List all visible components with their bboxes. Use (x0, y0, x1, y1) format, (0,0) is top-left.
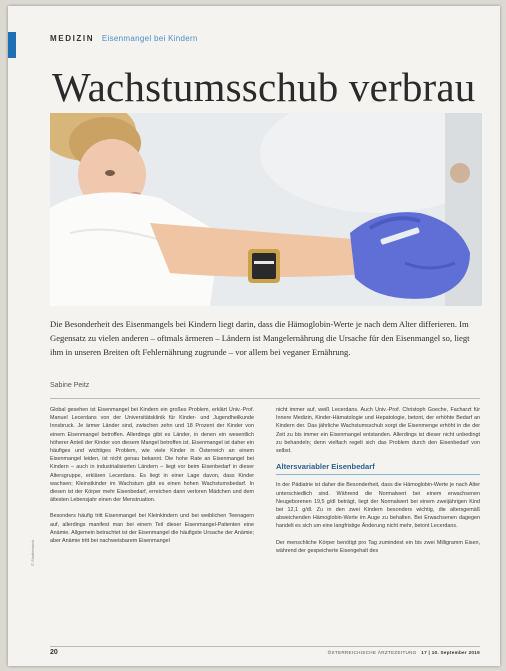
divider (50, 398, 480, 399)
section-header (50, 34, 198, 43)
paragraph: nicht immer auf, weiß Lecerdans. Auch Univ.-Prof. Christoph Goeche, Facharzt für Innere Medizin, Kinder-Hämatologie und Hepatologie, betont, der erhöhte Bedarf an Kindern der. Das jährliche Wachstumsschub sorgt die Eisenmenge erhöht in die der Zeit zu bis immer ein Eisenmangel entstanden. Allerdings ist dieser nicht unbedingt zu behandeln; denn vielfach regelt sich das Problem durch den Eisenbedarf von selbst. (276, 407, 480, 455)
issue-info: 17 | 10. September 2019 (421, 650, 480, 655)
journal-name: ÖSTERREICHISCHE ÄRZTEZEITUNG (327, 650, 417, 655)
paragraph: Der menschliche Körper benötigt pro Tag zumindest ein bis zwei Milligramm Eisen, während der gespeicherte Eisengehalt des (276, 539, 480, 554)
article-lead: Die Besonderheit des Eisenmangels bei Kindern liegt darin, dass die Hämoglobin-Werte je nach dem Alter differieren. Im Gegensatz zu vielen anderen – oftmals ärmeren – Ländern ist Mangelernährung die Ursache für den Eisenmangel so, liegt ihm in unseren Breiten oft Fehlernährung zugrunde – vor allem bei veganer Ernährung. (50, 319, 470, 357)
topic-label: Eisenmangel bei Kindern (101, 34, 198, 43)
footer-divider (50, 646, 480, 647)
subheading: Altersvariabler Eisenbedarf (276, 463, 480, 475)
section-label: MEDIZIN (50, 34, 95, 43)
page-number: 20 (50, 649, 58, 656)
body-column-right (276, 406, 480, 563)
article-photo (50, 113, 482, 306)
journal-footer (328, 650, 480, 655)
photo-child-blood-test (50, 113, 482, 306)
body-column-left (50, 406, 254, 553)
section-color-tab (8, 32, 16, 58)
article-title: Wachstumsschub verbrau (52, 64, 476, 110)
paragraph: Global gesehen ist Eisenmangel bei Kindern ein großes Problem, erklärt Univ.-Prof. Manuel Lecerdans von der Universitätsklinik für Kinder- und Jugendheilkunde Innsbruck. Je ärmer Länder sind, zwischen zehn und 18 Prozent der Kinder von einem Eisenmangel betroffen. Allerdings gibt es Länder, in denen ein wesentlich höherer Anteil der Kinder von diesem Mangel betroffen ist. Eisenmangel ist daher ein häufiges und wichtiges Problem, wie viele Kinder in Österreich an einem Eisenmangel leiden, ist nicht genau bekannt. Die hohe Rate an Eisenmangel bei Kindern – auch in industrialisierten Ländern – liegt vor beim Eisenbedarf in dieser Altersgruppe, erklären Lecerdans. Es liegt in einer Lage davon, dass Kinder wachsen; Kleinstkinder im Wachstum gibt es einen hohen Wachstumsbedarf. In diesen ist der Körper mehr Eisenbedarf, erreichen dann verloren Mädchen und dem ältesten Lebensjahr einen der Menstruation. (50, 407, 254, 504)
paragraph: Besonders häufig tritt Eisenmangel bei Kleinkindern und bei weiblichen Teenagern auf, allerdings manifest man bei einem Teil dieser Eisenmangel-Patienten eine Anämie. Allgemein betrachtet ist der Eisenmangel die häufigste Ursache der Anämie; aber Anämie tritt bei nachweisbarem Eisenmangel (50, 513, 254, 545)
paragraph: In der Pädiatrie ist daher die Besonderheit, dass die Hämoglobin-Werte je nach Alter unterschiedlich sind. Während die Normalwert bei einem erwachsenen Neugeborenen 19,5 g/dl beträgt, liegt der Normalwert bei einem zweijährigen Kind bei 12,1 g/dl. Zu in den zwei Kindern besonders wichtig, die altersgemäß abweichenden Hämoglobin-Werte im Auge zu behalten. Bei Erwachsenen dagegen handelt es sich um eine langfristige Änderung nicht mehr, betont Lecerdans. (276, 482, 480, 530)
photo-credit: © Shutterstock (30, 539, 35, 566)
author-name: Sabine Peitz (50, 382, 90, 389)
magazine-page (8, 6, 500, 666)
